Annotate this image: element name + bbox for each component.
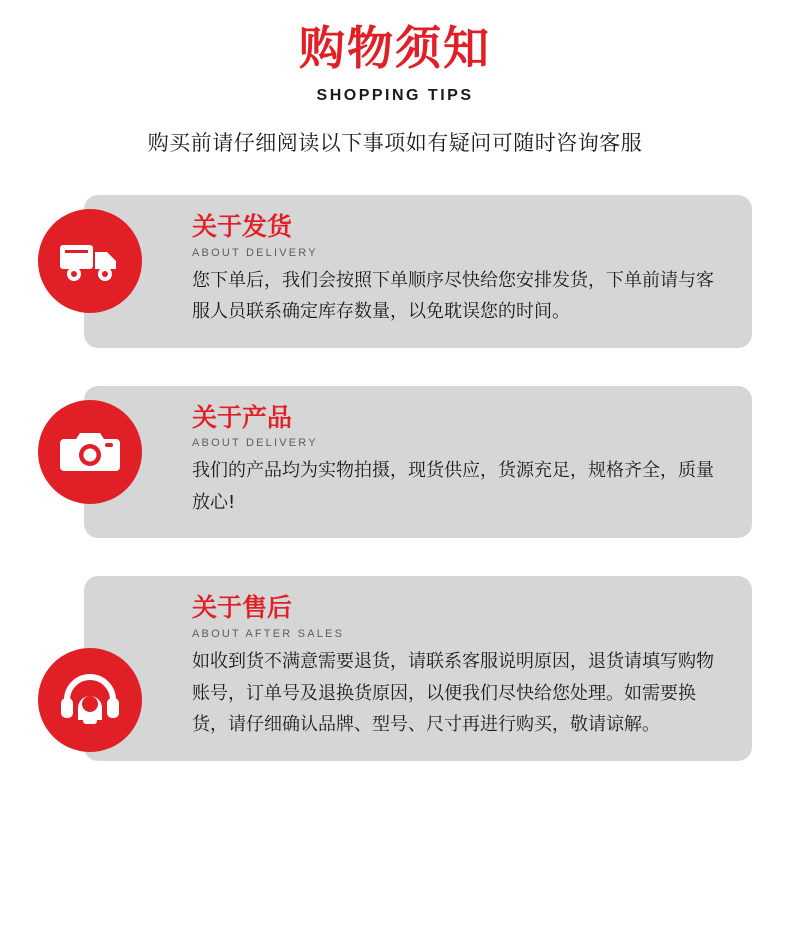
page-header <box>0 0 790 157</box>
camera-icon <box>38 400 142 504</box>
tip-section-after-sales <box>38 576 752 760</box>
tips-list <box>0 195 790 761</box>
tip-body: 您下单后，我们会按照下单顺序尽快给您安排发货，下单前请与客服人员联系确定库存数量，以免耽误您的时间。 <box>192 269 714 323</box>
tip-card-after-sales <box>84 576 752 760</box>
headset-icon <box>38 648 142 752</box>
tip-section-delivery <box>38 195 752 348</box>
truck-icon <box>38 209 142 313</box>
tip-subheading: ABOUT DELIVERY <box>192 437 318 450</box>
tip-subheading: ABOUT DELIVERY <box>192 246 318 259</box>
tip-body: 我们的产品均为实物拍摄，现货供应，货源充足，规格齐全，质量放心! <box>192 460 714 513</box>
page-description: 购买前请仔细阅读以下事项如有疑问可随时咨询客服 <box>147 130 643 155</box>
page-title: 购物须知 <box>299 21 491 75</box>
tip-section-product <box>38 386 752 539</box>
tip-card-delivery <box>84 195 752 348</box>
tip-heading: 关于产品 <box>192 402 293 432</box>
tip-heading: 关于发货 <box>192 211 293 241</box>
tip-card-product <box>84 386 752 539</box>
page-subtitle: SHOPPING TIPS <box>316 86 474 104</box>
tip-body: 如收到货不满意需要退货，请联系客服说明原因，退货请填写购物账号，订单号及退换货原因，以便我们尽快给您处理。如需要换货，请仔细确认品牌、型号、尺寸再进行购买，敬请谅解。 <box>192 651 714 736</box>
tip-heading: 关于售后 <box>192 593 293 623</box>
tip-subheading: ABOUT AFTER SALES <box>192 628 345 641</box>
